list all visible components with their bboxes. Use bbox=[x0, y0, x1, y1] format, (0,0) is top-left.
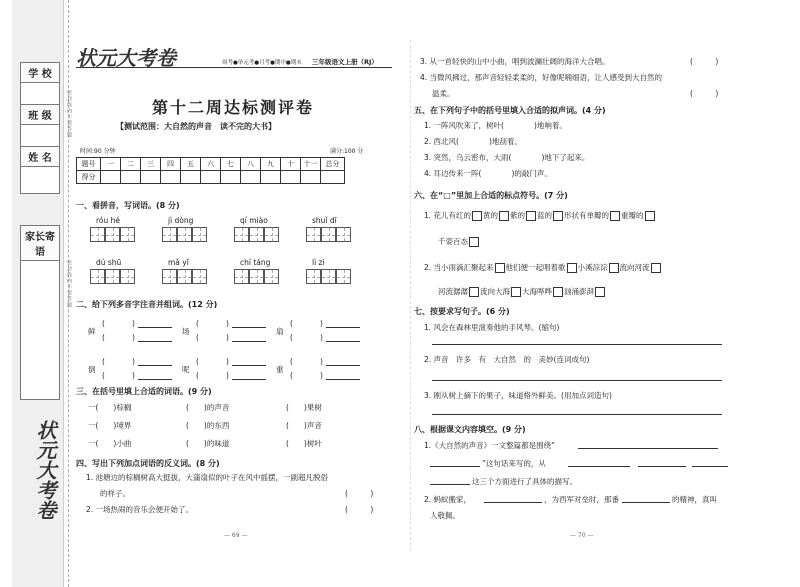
word-blank[interactable] bbox=[232, 327, 266, 328]
s6-q2-text-g: 大海哗哗 bbox=[522, 287, 552, 296]
paren-open: ( bbox=[196, 333, 199, 342]
s8-q1-blank-1[interactable] bbox=[578, 448, 718, 449]
parent-label: 家长寄语 bbox=[21, 226, 59, 261]
word-blank[interactable] bbox=[326, 379, 360, 380]
paren-open: ( bbox=[102, 319, 105, 328]
s6-q1 bbox=[424, 210, 744, 221]
writing-cell[interactable] bbox=[105, 227, 120, 242]
polyphone-char: 场 bbox=[182, 327, 190, 336]
writing-cell[interactable] bbox=[264, 227, 279, 242]
writing-cell[interactable] bbox=[306, 269, 321, 284]
s7-q2: 2. 声音 许多 有 大自然 的 美妙(连词成句) bbox=[424, 355, 590, 364]
name-box bbox=[20, 146, 60, 194]
paren-open: ( bbox=[102, 333, 105, 342]
pinyin-label: shuǐ dī bbox=[312, 216, 337, 225]
paren-close: ) bbox=[226, 319, 229, 328]
s4-q1-answer[interactable]: ( ) bbox=[345, 489, 374, 498]
score-row-cell[interactable] bbox=[141, 171, 161, 184]
r-q4-answer[interactable]: ( ) bbox=[690, 89, 719, 98]
s6-q2 bbox=[424, 262, 754, 273]
score-row-cell[interactable] bbox=[321, 171, 345, 184]
punct-box[interactable] bbox=[469, 287, 479, 297]
word-blank[interactable] bbox=[138, 365, 172, 366]
s5-q4: 4. 耳边传来一阵( )的敲门声。 bbox=[424, 169, 552, 178]
header-row-cell: 五 bbox=[181, 158, 201, 171]
polyphone-char: 重 bbox=[276, 365, 284, 374]
section-8-heading: 八、根据课文内容填空。(9 分) bbox=[414, 425, 526, 434]
header-row-cell: 题号 bbox=[77, 158, 101, 171]
s6-q1-text-c: 紫的 bbox=[510, 211, 526, 220]
word-blank[interactable] bbox=[326, 365, 360, 366]
punct-box[interactable] bbox=[645, 211, 655, 221]
writing-cell[interactable] bbox=[90, 227, 105, 242]
score-row-cell[interactable] bbox=[201, 171, 221, 184]
punct-box[interactable] bbox=[609, 263, 619, 273]
header-row-cell: 九 bbox=[261, 158, 281, 171]
header-row-cell: 十一 bbox=[301, 158, 321, 171]
paren-open: ( bbox=[102, 357, 105, 366]
s4-q1-line1: 1. 池塘边的棕榈树高大挺拔，大蒲扇似的叶子在风中摇摆，一副超凡脱俗 bbox=[86, 473, 329, 482]
section-7-heading: 七、按要求写句子。(6 分) bbox=[414, 307, 510, 316]
punct-box[interactable] bbox=[511, 287, 521, 297]
word-blank[interactable] bbox=[138, 379, 172, 380]
exam-series: 周考●单元考●月考●期中●期末 bbox=[222, 60, 302, 66]
s6-q2-text-b: 他们便一起唱着歌 bbox=[505, 263, 566, 272]
word-blank[interactable] bbox=[232, 341, 266, 342]
writing-cell[interactable] bbox=[177, 227, 192, 242]
s6-q2-text-f: 流向大海 bbox=[480, 287, 510, 296]
s8-q2-blank-1[interactable] bbox=[484, 502, 542, 503]
punct-box[interactable] bbox=[472, 211, 482, 221]
paren-open: ( bbox=[102, 371, 105, 380]
s8-q1-blank-5[interactable] bbox=[692, 466, 728, 467]
pinyin-label: dú shū bbox=[96, 258, 122, 267]
name-field[interactable] bbox=[21, 167, 59, 193]
section-1-heading: 一、看拼音，写词语。(8 分) bbox=[76, 201, 180, 210]
page-title: 第十二周达标测评卷 bbox=[152, 98, 315, 117]
full-score: 满分:100 分 bbox=[330, 148, 364, 155]
word-blank[interactable] bbox=[326, 341, 360, 342]
header-row-cell: 四 bbox=[161, 158, 181, 171]
writing-cell[interactable] bbox=[162, 227, 177, 242]
paren-close: ) bbox=[320, 319, 323, 328]
writing-cell[interactable] bbox=[177, 269, 192, 284]
class-label: 班 级 bbox=[21, 105, 59, 125]
fill-word-item[interactable]: 一( )境界 bbox=[88, 421, 132, 430]
section-3-heading: 三、在括号里填上合适的词语。(9 分) bbox=[76, 387, 212, 396]
writing-cell[interactable] bbox=[336, 227, 351, 242]
header-logo: 状元大考卷 bbox=[76, 46, 176, 70]
header-row-cell: 六 bbox=[201, 158, 221, 171]
s8-q2-blank-2[interactable] bbox=[622, 502, 670, 503]
score-row-cell[interactable] bbox=[121, 171, 141, 184]
score-row-cell[interactable] bbox=[241, 171, 261, 184]
paren-open: ( bbox=[196, 357, 199, 366]
punct-box[interactable] bbox=[553, 287, 563, 297]
class-box bbox=[20, 104, 60, 152]
paren-close: ) bbox=[320, 357, 323, 366]
s4-q2-answer[interactable]: ( ) bbox=[345, 505, 374, 514]
time-limit: 时间:90 分钟 bbox=[80, 148, 116, 155]
writing-cell[interactable] bbox=[192, 269, 207, 284]
fill-word-item[interactable]: ( )的东西 bbox=[186, 421, 230, 430]
score-row-cell[interactable] bbox=[181, 171, 201, 184]
s6-q2-text-h: 汹涌澎湃 bbox=[564, 287, 594, 296]
paren-close: ) bbox=[132, 333, 135, 342]
pinyin-label: mǎ yǐ bbox=[168, 258, 189, 267]
s8-q2-text-a: 2. 蚂蚁搬家， bbox=[424, 495, 472, 504]
r-q4-line2: 温柔。 bbox=[432, 89, 455, 98]
s4-q1-line2: 的样子。 bbox=[100, 489, 130, 498]
punct-box[interactable] bbox=[526, 211, 536, 221]
s4-q2: 2. 一场热闹的音乐会便开始了。 bbox=[86, 505, 194, 514]
s5-q1: 1. 一阵风吹来了，树叶( )地响着。 bbox=[424, 121, 567, 130]
writing-cell[interactable] bbox=[105, 269, 120, 284]
s6-q2-text-a: 2. 当小雨滴汇聚起来 bbox=[424, 263, 494, 272]
paren-open: ( bbox=[196, 371, 199, 380]
paren-close: ) bbox=[132, 371, 135, 380]
writing-cell[interactable] bbox=[234, 227, 249, 242]
paren-open: ( bbox=[290, 333, 293, 342]
fill-word-item[interactable]: ( )声音 bbox=[286, 421, 322, 430]
seal-text-top: 密封线内不要答题 bbox=[66, 90, 72, 138]
header-row-cell: 三 bbox=[141, 158, 161, 171]
s6-q2-text-d: 流向河流 bbox=[619, 263, 650, 272]
score-row-cell[interactable] bbox=[281, 171, 301, 184]
pinyin-label: lì zi bbox=[312, 258, 325, 267]
paren-open: ( bbox=[196, 319, 199, 328]
s7-q3-answer-line[interactable] bbox=[432, 414, 722, 415]
writing-cell[interactable] bbox=[321, 269, 336, 284]
word-blank[interactable] bbox=[232, 379, 266, 380]
pinyin-label: jì dòng bbox=[168, 216, 194, 225]
name-label: 姓 名 bbox=[21, 147, 59, 167]
s6-q1-text-e: 形状有单瓣的 bbox=[564, 211, 610, 220]
s6-q1-text-a: 1. 花儿有红的 bbox=[424, 211, 472, 220]
polyphone-char: 倒 bbox=[88, 365, 96, 374]
score-row-cell: 得分 bbox=[77, 171, 101, 184]
binding-strip bbox=[12, 0, 64, 587]
s8-q1-line2: ”这句话来写的，从 bbox=[482, 459, 546, 468]
word-blank[interactable] bbox=[138, 327, 172, 328]
writing-cell[interactable] bbox=[321, 227, 336, 242]
r-q3-answer[interactable]: ( ) bbox=[690, 57, 719, 66]
s7-q3: 3. 刚从树上摘下的果子，味道格外鲜美。(用加点词造句) bbox=[424, 391, 612, 400]
fill-word-item[interactable]: ( )树叶 bbox=[286, 439, 322, 448]
writing-cell[interactable] bbox=[306, 227, 321, 242]
s8-q2-text-b: ，为西军对垒时，那番 bbox=[544, 495, 619, 504]
parent-box bbox=[20, 225, 60, 400]
r-q4-line1: 4. 当微风拂过，那声音轻轻柔柔的，好像呢喃细语，让人感受到大自然的 bbox=[420, 73, 663, 82]
school-label: 学 校 bbox=[21, 63, 59, 83]
fill-word-item[interactable]: ( )的味道 bbox=[186, 439, 230, 448]
paren-open: ( bbox=[290, 319, 293, 328]
writing-cell[interactable] bbox=[162, 269, 177, 284]
writing-cell[interactable] bbox=[336, 269, 351, 284]
page-divider bbox=[410, 40, 411, 550]
header-rule bbox=[76, 67, 392, 68]
writing-cell[interactable] bbox=[234, 269, 249, 284]
s8-q1-blank-3[interactable] bbox=[568, 466, 630, 467]
s6-q1-text-d: 蓝的 bbox=[537, 211, 553, 220]
section-4-heading: 四、写出下列加点词语的反义词。(8 分) bbox=[76, 459, 220, 468]
punct-box[interactable] bbox=[595, 287, 605, 297]
paren-open: ( bbox=[290, 357, 293, 366]
header-row-cell: 一 bbox=[101, 158, 121, 171]
school-box bbox=[20, 62, 60, 110]
grade-label: 三年级语文上册（RJ） bbox=[312, 58, 378, 66]
s6-q1-line2 bbox=[438, 236, 480, 247]
score-row-cell[interactable] bbox=[161, 171, 181, 184]
s8-q1-blank-6[interactable] bbox=[430, 484, 470, 485]
s7-q1-answer-line[interactable] bbox=[432, 344, 722, 345]
word-blank[interactable] bbox=[232, 365, 266, 366]
score-table bbox=[76, 157, 345, 184]
score-row-cell[interactable] bbox=[301, 171, 321, 184]
pinyin-label: róu hé bbox=[96, 216, 121, 225]
r-q3: 3. 从一首轻快的山中小曲，唱到波澜壮阔的海洋大合唱。 bbox=[420, 57, 610, 66]
writing-cell[interactable] bbox=[249, 269, 264, 284]
score-row-cell[interactable] bbox=[221, 171, 241, 184]
strip-logo: 状元大考卷 bbox=[33, 420, 57, 520]
word-blank[interactable] bbox=[326, 327, 360, 328]
section-5-heading: 五、在下列句子中的括号里填入合适的拟声词。(4 分) bbox=[414, 106, 606, 115]
paren-close: ) bbox=[320, 333, 323, 342]
s6-q2-text-c: 小溪淙淙 bbox=[577, 263, 608, 272]
punct-box[interactable] bbox=[469, 237, 479, 247]
page-number-right: — 70 — bbox=[570, 532, 594, 539]
s8-q2-text-d: 人敬佩。 bbox=[430, 511, 460, 520]
s8-q2-text-c: 的精神，真叫 bbox=[672, 495, 717, 504]
word-blank[interactable] bbox=[138, 341, 172, 342]
punct-box[interactable] bbox=[553, 211, 563, 221]
s5-q2: 2. 西北风( )地刮着。 bbox=[424, 137, 522, 146]
header-row-cell: 二 bbox=[121, 158, 141, 171]
fill-word-item[interactable]: 一( )小曲 bbox=[88, 439, 132, 448]
writing-cell[interactable] bbox=[90, 269, 105, 284]
s5-q3: 3. 突然，乌云密布，大雨( )地下了起来。 bbox=[424, 153, 590, 162]
header-row-cell: 十 bbox=[281, 158, 301, 171]
pinyin-label: qí miào bbox=[240, 216, 268, 225]
page-number-left: — 69 — bbox=[224, 532, 248, 539]
score-row-cell[interactable] bbox=[101, 171, 121, 184]
s8-q1-blank-2[interactable] bbox=[430, 466, 480, 467]
pinyin-label: chí táng bbox=[240, 258, 271, 267]
s6-q1-text-b: 黄的 bbox=[483, 211, 499, 220]
fill-word-item[interactable]: ( )的声音 bbox=[186, 403, 230, 412]
test-scope: 【测试范围：大自然的声音 读不完的大书】 bbox=[116, 122, 276, 131]
s6-q1-text-g: 千姿百态 bbox=[438, 237, 468, 246]
punct-box[interactable] bbox=[567, 263, 577, 273]
punct-box[interactable] bbox=[610, 211, 620, 221]
s6-q2-line2 bbox=[438, 286, 748, 297]
s8-q1-line1: 1.《大自然的声音》一文整篇都是围绕“ bbox=[424, 441, 556, 450]
paren-close: ) bbox=[226, 333, 229, 342]
header-row-cell: 总分 bbox=[321, 158, 345, 171]
paren-close: ) bbox=[320, 371, 323, 380]
paren-open: ( bbox=[290, 371, 293, 380]
polyphone-char: 呢 bbox=[182, 365, 190, 374]
writing-cell[interactable] bbox=[120, 227, 135, 242]
punct-box[interactable] bbox=[499, 211, 509, 221]
s8-q1-blank-4[interactable] bbox=[638, 466, 686, 467]
paren-close: ) bbox=[226, 357, 229, 366]
polyphone-char: 鲜 bbox=[88, 327, 96, 336]
polyphone-char: 扇 bbox=[276, 327, 284, 336]
s6-q1-text-f: 重瓣的 bbox=[621, 211, 644, 220]
writing-cell[interactable] bbox=[192, 227, 207, 242]
fill-word-item[interactable]: 一( )棕榈 bbox=[88, 403, 132, 412]
section-6-heading: 六、在“□”里加上合适的标点符号。(7 分) bbox=[414, 191, 568, 200]
writing-cell[interactable] bbox=[120, 269, 135, 284]
punct-box[interactable] bbox=[651, 263, 661, 273]
paren-close: ) bbox=[132, 319, 135, 328]
seal-text-bottom: 密封线内不要答题 bbox=[66, 260, 72, 308]
fill-word-item[interactable]: ( )果树 bbox=[286, 403, 322, 412]
score-row-cell[interactable] bbox=[261, 171, 281, 184]
header-row-cell: 八 bbox=[241, 158, 261, 171]
writing-cell[interactable] bbox=[264, 269, 279, 284]
writing-cell[interactable] bbox=[249, 227, 264, 242]
s8-q1-line3: 这三个方面进行了具体的描写。 bbox=[472, 477, 577, 486]
punct-box[interactable] bbox=[495, 263, 505, 273]
s7-q2-answer-line[interactable] bbox=[432, 380, 722, 381]
paren-close: ) bbox=[132, 357, 135, 366]
s6-q2-text-e: 河流潺潺 bbox=[438, 287, 468, 296]
section-2-heading: 二、给下列多音字注音并组词。(12 分) bbox=[76, 300, 218, 309]
paren-close: ) bbox=[226, 371, 229, 380]
s7-q1: 1. 风会在森林里演奏他的手风琴。(缩句) bbox=[424, 323, 560, 332]
header-row-cell: 七 bbox=[221, 158, 241, 171]
